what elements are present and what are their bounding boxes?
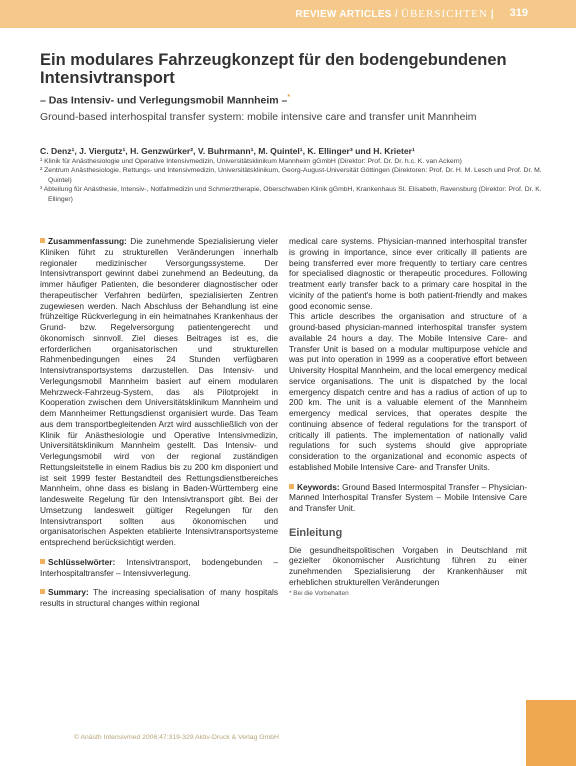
subtitle-footnote-mark: * bbox=[287, 94, 291, 101]
summary-label: Summary: bbox=[48, 587, 89, 598]
running-header bbox=[295, 8, 494, 20]
article-title: Ein modulares Fahrzeugkonzept für den bodengebundenen Intensivtransport bbox=[40, 51, 507, 87]
affiliation-3: ³ Abteilung für Anästhesie, Intensiv-, Notfallmedizin und Schmerztherapie, Oberschwaben Klinik gGmbH, Krankenhaus St. Elisabeth, Ravensburg (Direktor: Prof. Dr. K. Ellinger) bbox=[40, 186, 542, 203]
section-label-alt: ÜBERSICHTEN bbox=[401, 8, 488, 20]
summary-text-start: The increasing specialisation of many hospitals results in structural changes within regional bbox=[40, 587, 278, 608]
summary-english bbox=[40, 587, 278, 609]
intro-text: Die gesundheitspolitischen Vorgaben in Deutschland mit gezielter ökonomischer Ausrichtung führen zu einer zunehmenden Spezialisierung der Krankenhäuser mit erheblichen strukturellen Veränderungen bbox=[289, 544, 527, 587]
keywords-text: Intensivtransport, bodengebunden – Interhospitaltransfer – Intensivverlegung. bbox=[40, 556, 278, 578]
keywords-en-text: Ground Based Intermospital Transfer – Physician-Manned Interhospital Transfer System – Mobile Intensive Care and Transfer Unit. bbox=[289, 481, 528, 513]
edge-tab bbox=[526, 700, 576, 766]
bullet-square-icon bbox=[40, 238, 45, 243]
section-heading: Einleitung bbox=[289, 526, 343, 539]
keywords-german bbox=[40, 557, 278, 579]
bullet-square-icon bbox=[289, 484, 294, 489]
body-english: This article describes the organisation and structure of a ground-based physician-manned interhospital transfer system available 24 hours a day. The Mobile Intensive Care- and Transfer Unit is based on a modular multipurpose vehicle and was put into operation in 1999 as a cooperative effort between University Hospital Mannheim, and the local emergency medical service organisations. The unit is dispatched by the local emergency dispatch centre and has a radius of action of up to 200 km. The unit is a valuable element of the Mannheim emergency medical services, that operates despite the continuing absence of federal regulations for the transport of critically ill patients. The implementation of nationally valid regulations for such systems should give appropriate consideration to the organizational and economic aspects of established Mobile Intensive Care- and Transfer Units. bbox=[289, 311, 527, 472]
bullet-square-icon bbox=[40, 589, 45, 594]
author-list: C. Denz¹, J. Viergutz¹, H. Genzwürker², V. Buhrmann¹, M. Quintel¹, K. Ellinger³ und H. Krieter¹ bbox=[40, 146, 415, 156]
english-title: Ground-based interhospital transfer system: mobile intensive care and transfer unit Mannheim bbox=[40, 111, 477, 123]
header-separator: | bbox=[490, 9, 494, 20]
footnote: * Bei die Vorbehalten bbox=[289, 589, 349, 597]
abstract-text: Die zunehmende Spezialisierung vieler Kliniken führt zu strukturellen Veränderungen innerhalb regionaler medizinischer Versorgungssysteme. Der Intensivtransport gewinnt dabei zunehmend an Bedeutung, da immer häufiger Patienten, die besonderer diagnostischer oder therapeutischer Verfahren bedürfen, spezialisierten Zentren zugewiesen werden. Nach Abschluss der Behandlung ist eine frühzeitige Rückverlegung in ein heimatnahes Krankenhaus der Grund- bzw. Regelversorgung patientengerecht und ökonomisch sinnvoll. Ziel dieses Beitrages ist es, die erforderlichen organisatorischen und strukturellen Rahmenbedingungen eines 24 Stunden verfügbaren Intensivtransportsystems darzustellen. Das Intensiv- und Verlegungsmobil Mannheim basiert auf einem modularen Mehrzweck-Fahrzeug-System, das als Pilotprojekt in Kooperation zwischen dem Universitätsklinikum Mannheim und dem Mannheimer Rettungsdienst organisiert wurde. Das Team aus dem transportbegleitenden Arzt wird ausschließlich von der Klinik für Anästhesiologie und Operative Intensivmedizin, Universitätsklinikum Mannheim gestellt. Das Intensiv- und Verlegungsmobil wird von der regional zuständigen Rettungsleitstelle in einem Radius bis zu 200 km disponiert und ist seit 1999 fester Bestandteil des Rettungsdienstbereiches Mannheim, ohne dass es bislang in Baden-Württemberg eine landesweite Regelung für den Intensivtransport gibt. Bei der Umsetzung landesweit gültiger Regelungen für den Intensivtransport sollten aus ökonomischen und organisatorischen Aspekten etablierte Intensivtransportsysteme entsprechend berücksichtigt werden. bbox=[40, 236, 278, 547]
page-number: 319 bbox=[509, 7, 528, 19]
keywords-english bbox=[289, 482, 527, 514]
affiliation-1: ¹ Klinik für Anästhesiologie und Operative Intensivmedizin, Universitätsklinikum Mannheim gGmbH (Direktor: Prof. Dr. Dr. h.c. K. van Ackern) bbox=[40, 158, 462, 165]
article-subtitle bbox=[40, 94, 290, 107]
abstract-label: Zusammenfassung: bbox=[48, 236, 127, 246]
subtitle-text: – Das Intensiv- und Verlegungsmobil Mannheim – bbox=[40, 94, 288, 107]
keywords-en-label: Keywords: bbox=[297, 481, 340, 492]
right-column bbox=[289, 236, 527, 599]
keywords-label: Schlüsselwörter: bbox=[48, 556, 116, 567]
summary-continued: medical care systems. Physician-manned interhospital transfer is growing in importance, since ever critically ill patients are being transferred ever more frequently to tertiary care centres for specialised diagnostic or therapeutic procedures. Following treatment early transfer back to a primary care hospital in the vicinity of the patient's home is both patient-friendly and makes good economic sense. bbox=[289, 236, 527, 311]
left-column bbox=[40, 236, 278, 609]
page-footer: © Anästh Intensivmed 2006;47:319-329 Aktiv-Druck & Verlag GmbH bbox=[74, 734, 279, 741]
section-label: REVIEW ARTICLES / bbox=[295, 9, 402, 20]
affiliations bbox=[40, 157, 550, 204]
affiliation-2: ² Zentrum Anästhesiologie, Rettungs- und Intensivmedizin, Universitätsklinikum, Georg-August-Universität Göttingen (Direktoren: Prof. Dr. H. M. Lesch und Prof. Dr. M. Quintel) bbox=[40, 167, 542, 184]
abstract-german bbox=[40, 236, 278, 548]
bullet-square-icon bbox=[40, 559, 45, 564]
